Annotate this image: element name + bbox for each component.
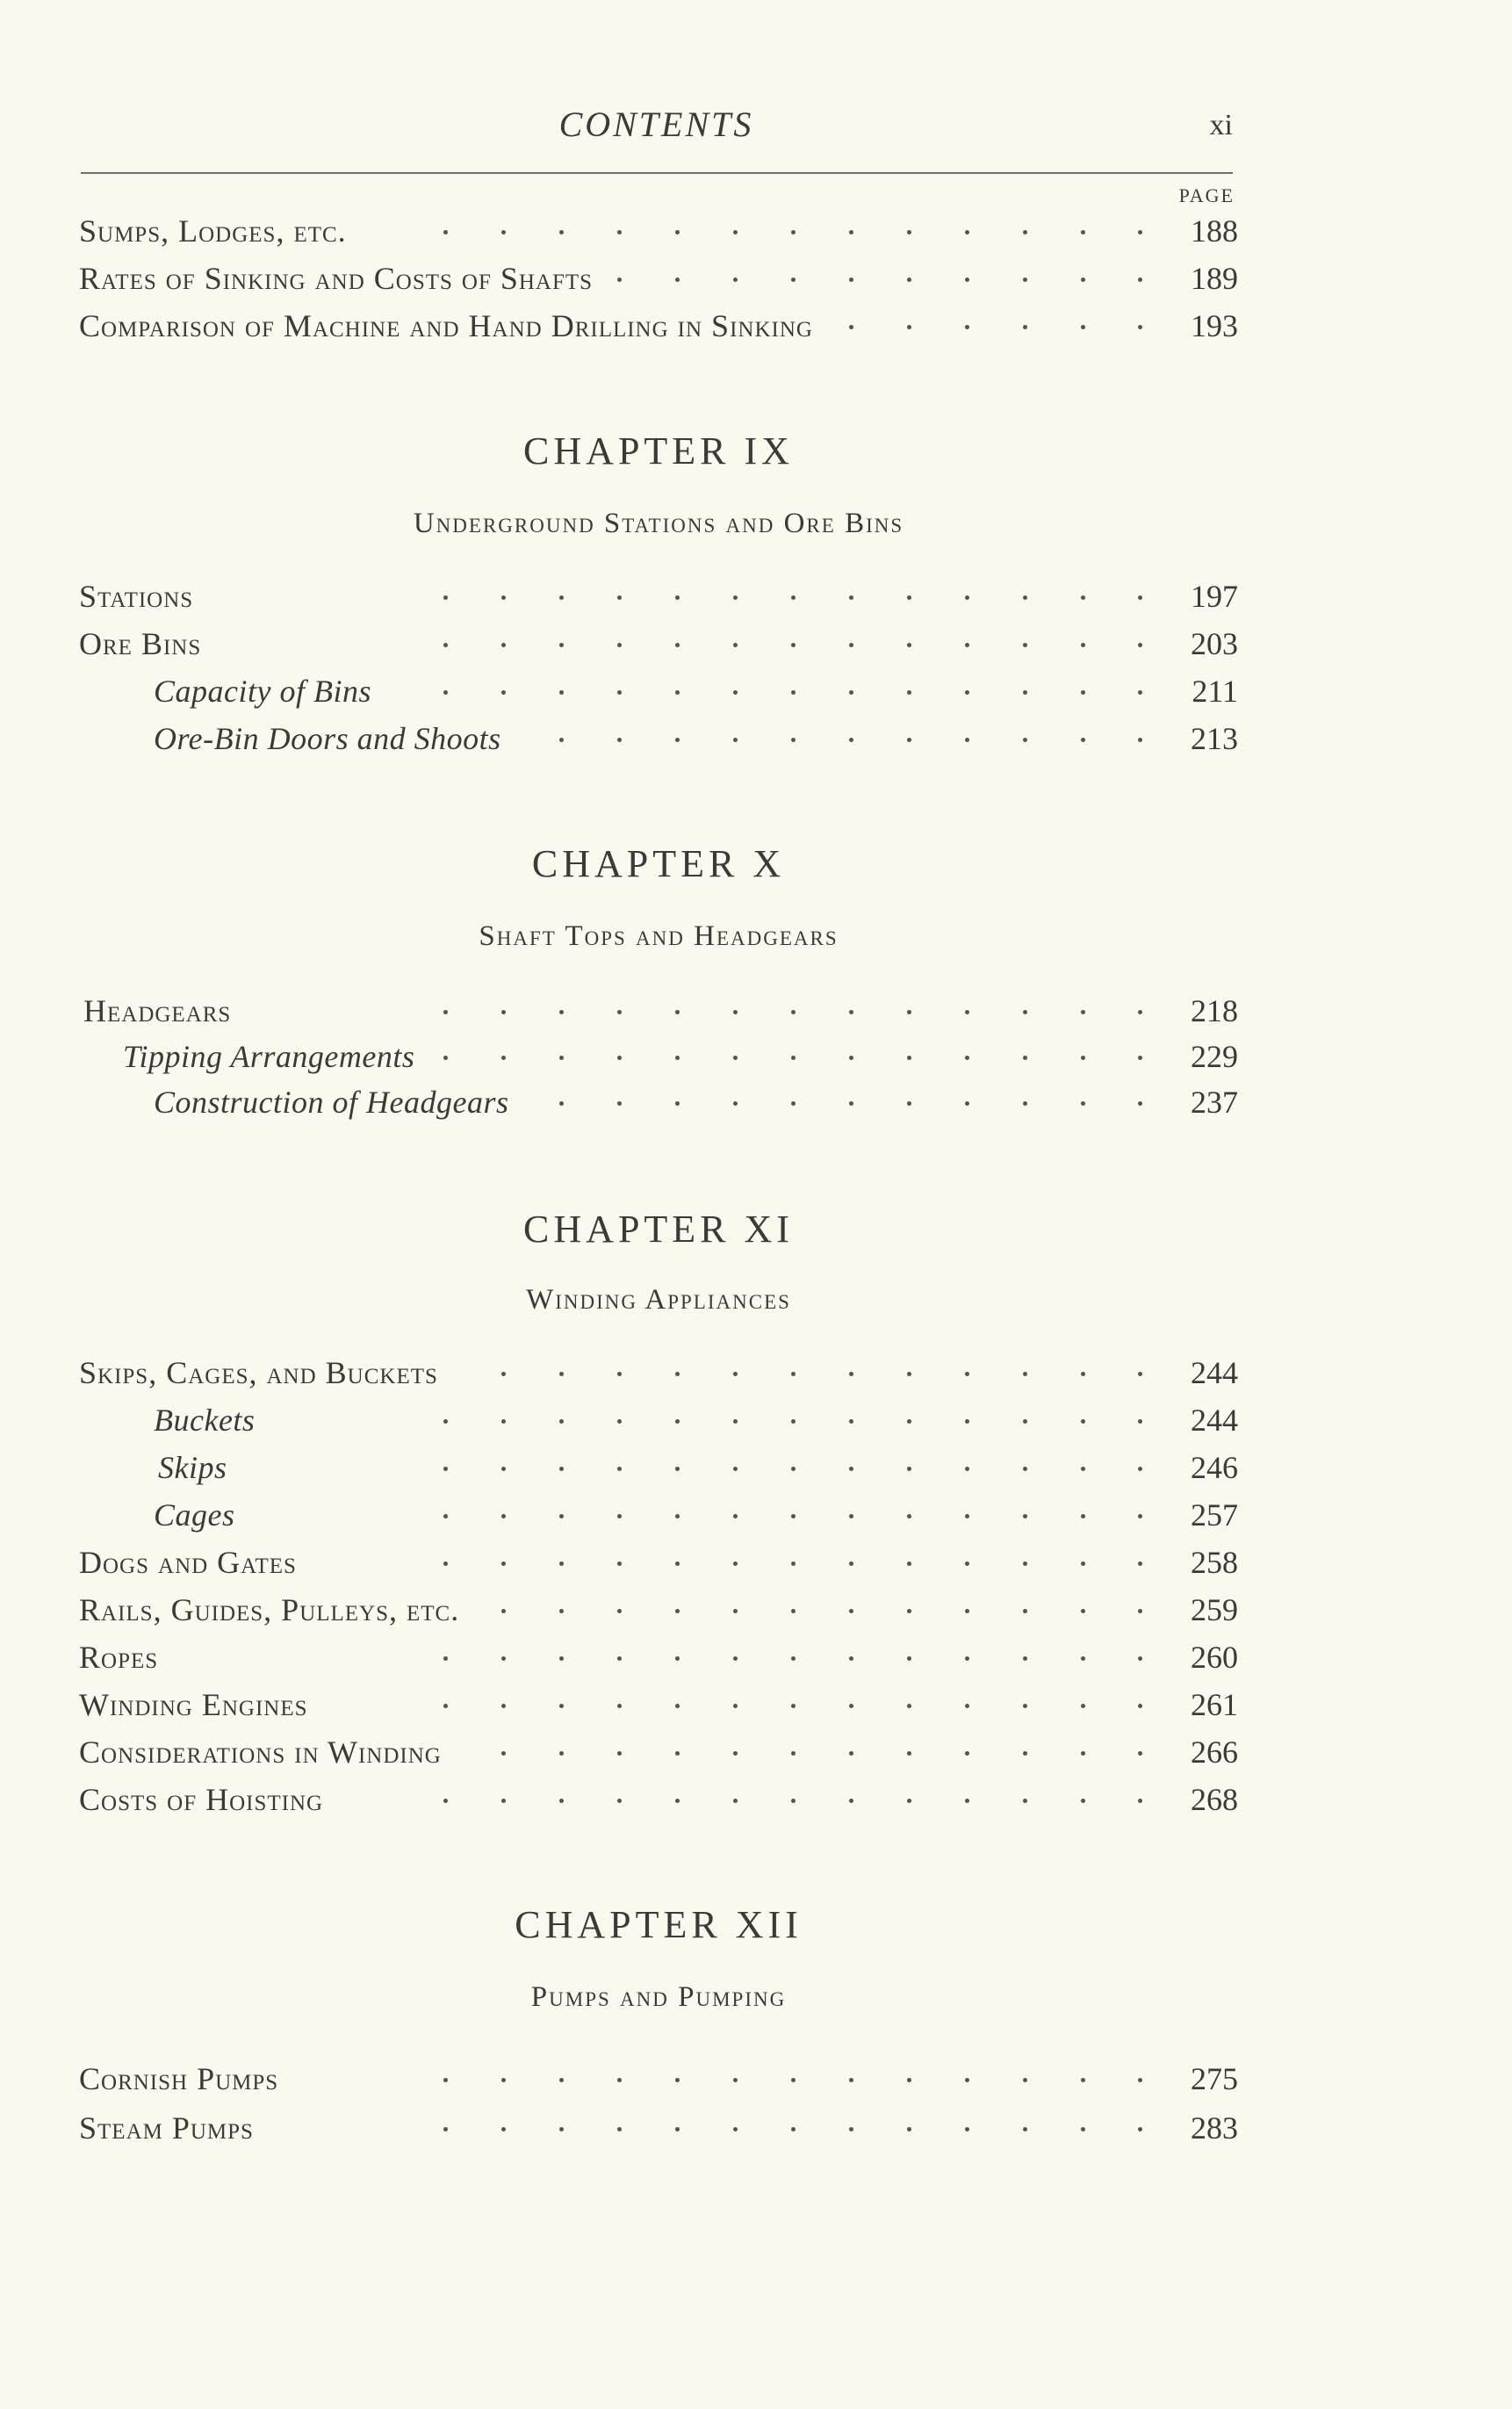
toc-entry-title: Rails, Guides, Pulleys, etc. bbox=[79, 1592, 460, 1627]
dot-leader bbox=[0, 595, 1512, 601]
toc-entry[interactable] bbox=[0, 307, 1512, 353]
dot-leader bbox=[0, 1467, 1512, 1472]
chapter-heading: CHAPTER IX bbox=[523, 429, 794, 472]
chapter-subtitle: Underground Stations and Ore Bins bbox=[413, 508, 904, 539]
toc-entry-title: Skips bbox=[158, 1450, 227, 1485]
chapter-subtitle: Winding Appliances bbox=[526, 1284, 791, 1316]
toc-entry-title: Winding Engines bbox=[79, 1687, 308, 1722]
dot-leader bbox=[0, 2078, 1512, 2083]
toc-entry-title: Cages bbox=[154, 1497, 235, 1533]
toc-entry-page: 275 bbox=[1191, 2061, 1238, 2096]
toc-entry-title: Cornish Pumps bbox=[79, 2061, 279, 2096]
toc-entry-title: Steam Pumps bbox=[79, 2110, 254, 2146]
dot-leader bbox=[0, 1056, 1512, 1061]
toc-entry[interactable] bbox=[0, 2110, 1512, 2155]
toc-entry-title: Stations bbox=[79, 579, 194, 614]
dot-leader bbox=[0, 1799, 1512, 1804]
toc-entry-page: 244 bbox=[1191, 1403, 1238, 1438]
header-rule bbox=[81, 172, 1233, 174]
toc-subentry[interactable] bbox=[0, 1449, 1512, 1495]
toc-entry-page: 257 bbox=[1191, 1497, 1238, 1533]
dot-leader bbox=[0, 1372, 1512, 1377]
toc-entry-page: 260 bbox=[1191, 1640, 1238, 1675]
toc-entry-title: Ore Bins bbox=[79, 626, 202, 661]
dot-leader bbox=[0, 1562, 1512, 1567]
dot-leader bbox=[0, 1656, 1512, 1662]
toc-entry-title: Ore-Bin Doors and Shoots bbox=[154, 721, 501, 756]
toc-entry-title: Considerations in Winding bbox=[79, 1735, 442, 1770]
toc-entry[interactable] bbox=[0, 1591, 1512, 1637]
toc-entry-page: 213 bbox=[1191, 721, 1238, 756]
toc-subentry[interactable] bbox=[0, 1084, 1512, 1129]
toc-entry[interactable] bbox=[0, 260, 1512, 306]
toc-entry-title: Ropes bbox=[79, 1640, 159, 1675]
toc-subentry[interactable] bbox=[0, 720, 1512, 766]
toc-entry[interactable] bbox=[0, 1781, 1512, 1827]
toc-entry-title: Tipping Arrangements bbox=[123, 1039, 415, 1074]
toc-entry-page: 203 bbox=[1191, 626, 1238, 661]
toc-entry-title: Sumps, Lodges, etc. bbox=[79, 213, 347, 249]
dot-leader bbox=[0, 325, 1512, 330]
toc-entry-title: Costs of Hoisting bbox=[79, 1782, 324, 1817]
toc-entry-title: Headgears bbox=[83, 993, 232, 1028]
dot-leader bbox=[0, 1101, 1512, 1107]
dot-leader bbox=[0, 690, 1512, 696]
toc-entry-page: 268 bbox=[1191, 1782, 1238, 1817]
toc-entry-page: 244 bbox=[1191, 1355, 1238, 1390]
toc-entry-page: 259 bbox=[1191, 1592, 1238, 1627]
toc-subentry[interactable] bbox=[0, 1038, 1512, 1084]
running-head: CONTENTS bbox=[558, 105, 754, 144]
dot-leader bbox=[0, 278, 1512, 283]
toc-entry-page: 197 bbox=[1191, 579, 1238, 614]
toc-entry-page: 188 bbox=[1191, 213, 1238, 249]
toc-entry[interactable] bbox=[0, 1639, 1512, 1684]
toc-entry-page: 258 bbox=[1191, 1545, 1238, 1580]
toc-entry-page: 218 bbox=[1191, 993, 1238, 1028]
toc-entry-page: 193 bbox=[1191, 308, 1238, 343]
toc-entry[interactable] bbox=[0, 1354, 1512, 1400]
dot-leader bbox=[0, 1010, 1512, 1015]
toc-entry[interactable] bbox=[0, 1734, 1512, 1779]
dot-leader bbox=[0, 1704, 1512, 1709]
toc-subentry[interactable] bbox=[0, 673, 1512, 718]
toc-entry-page: 237 bbox=[1191, 1085, 1238, 1120]
toc-subentry[interactable] bbox=[0, 1497, 1512, 1542]
dot-leader bbox=[0, 1751, 1512, 1756]
page-column-label: PAGE bbox=[1178, 184, 1235, 206]
chapter-heading: CHAPTER XI bbox=[523, 1208, 794, 1251]
chapter-heading: CHAPTER X bbox=[531, 842, 786, 885]
toc-entry-page: 266 bbox=[1191, 1735, 1238, 1770]
toc-entry-page: 229 bbox=[1191, 1039, 1238, 1074]
dot-leader bbox=[0, 1419, 1512, 1424]
dot-leader bbox=[0, 2127, 1512, 2132]
toc-entry-title: Buckets bbox=[154, 1403, 256, 1438]
chapter-subtitle: Pumps and Pumping bbox=[530, 1981, 787, 2013]
toc-entry-title: Capacity of Bins bbox=[154, 674, 371, 709]
toc-entry-page: 261 bbox=[1191, 1687, 1238, 1722]
toc-entry-title: Dogs and Gates bbox=[79, 1545, 297, 1580]
chapter-heading: CHAPTER XII bbox=[515, 1903, 803, 1946]
toc-entry-page: 283 bbox=[1191, 2110, 1238, 2146]
dot-leader bbox=[0, 738, 1512, 743]
toc-entry-page: 189 bbox=[1191, 261, 1238, 296]
toc-entry[interactable] bbox=[0, 578, 1512, 624]
toc-entry-title: Construction of Headgears bbox=[154, 1085, 509, 1120]
toc-entry-title: Skips, Cages, and Buckets bbox=[79, 1355, 438, 1390]
toc-subentry[interactable] bbox=[0, 1402, 1512, 1447]
toc-entry[interactable] bbox=[0, 1544, 1512, 1590]
toc-entry[interactable] bbox=[0, 213, 1512, 258]
toc-entry[interactable] bbox=[0, 2060, 1512, 2106]
toc-entry-page: 246 bbox=[1191, 1450, 1238, 1485]
toc-entry[interactable] bbox=[0, 625, 1512, 671]
toc-entry-title: Rates of Sinking and Costs of Shafts bbox=[79, 261, 594, 296]
toc-entry-title: Comparison of Machine and Hand Drilling in Sinking bbox=[79, 308, 813, 343]
toc-entry-page: 211 bbox=[1192, 674, 1238, 709]
dot-leader bbox=[0, 1514, 1512, 1519]
dot-leader bbox=[0, 230, 1512, 235]
toc-entry[interactable] bbox=[0, 1686, 1512, 1732]
dot-leader bbox=[0, 1609, 1512, 1614]
toc-entry[interactable] bbox=[0, 992, 1512, 1038]
page-number: xi bbox=[1209, 109, 1233, 141]
dot-leader bbox=[0, 643, 1512, 648]
chapter-subtitle: Shaft Tops and Headgears bbox=[479, 920, 839, 952]
